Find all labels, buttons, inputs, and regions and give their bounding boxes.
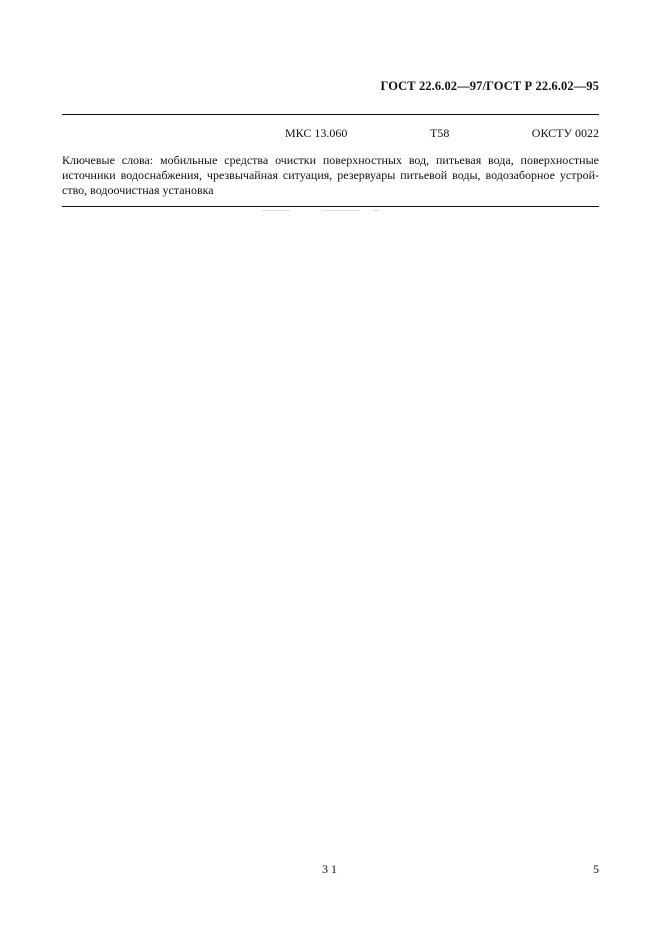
t-code: Т58 [430,126,450,140]
okstu-code: ОКСТУ 0022 [531,126,599,140]
scan-artifact [322,210,360,211]
page-number: 5 [593,862,599,876]
standard-title: ГОСТ 22.6.02—97/ГОСТ Р 22.6.02—95 [380,79,599,93]
top-divider [62,114,599,115]
mks-code: МКС 13.060 [285,126,348,140]
scan-artifact [262,210,290,211]
scan-artifact [372,210,380,211]
bottom-divider [62,206,599,207]
footer-center-mark: 3 1 [322,862,337,876]
keywords-paragraph: Ключевые слова: мобильные средства очистки поверхностных вод, питьевая вода, поверхностные источники водоснабжения, чрезвычайная ситуация, резервуары питьевой воды, водозаборное устрой-ство, водоочистная установка [62,153,599,197]
